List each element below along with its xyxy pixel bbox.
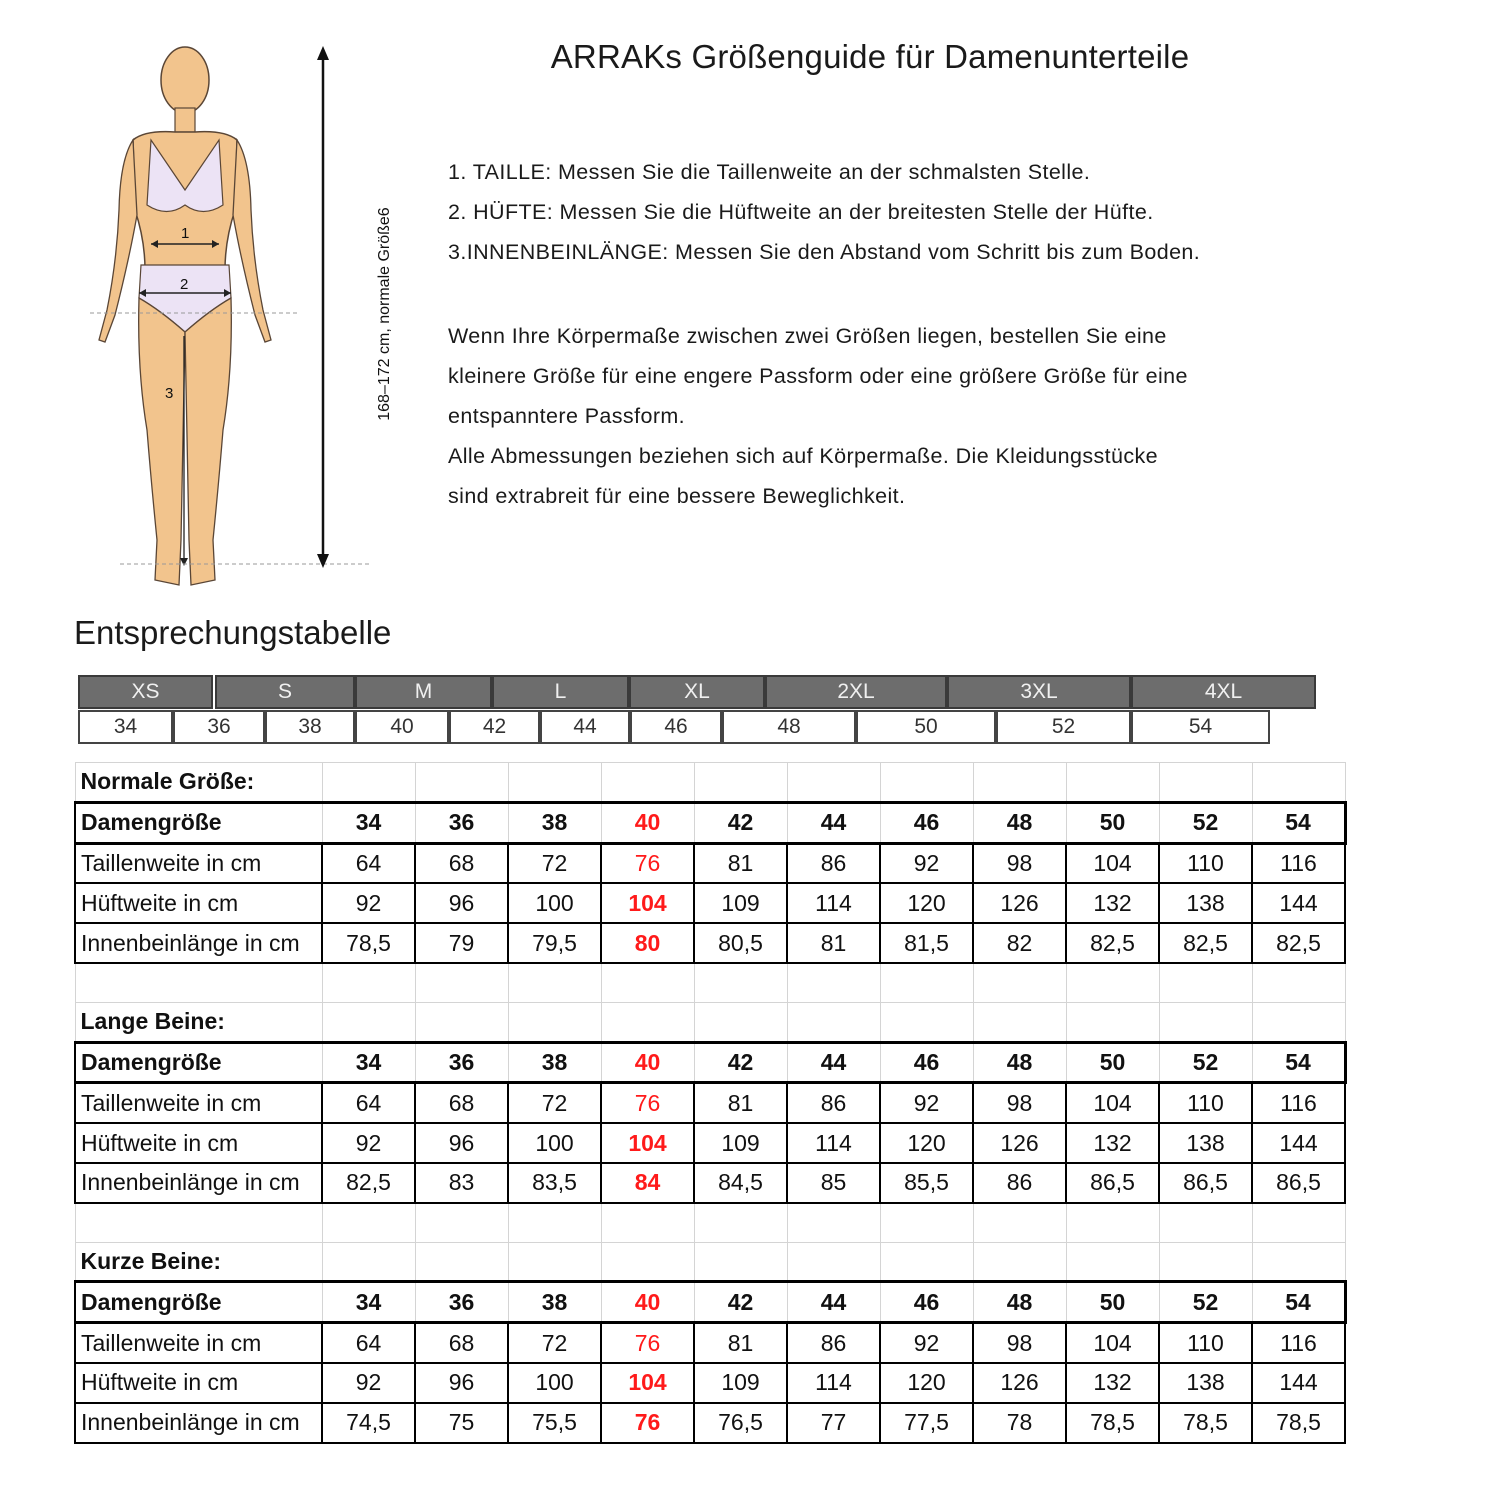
size-header-cell: 52: [1159, 1042, 1252, 1083]
value-cell: 86,5: [1066, 1163, 1159, 1203]
value-cell: 109: [694, 1363, 787, 1403]
size-header-row: [75, 1282, 1345, 1323]
empty-cell: [1252, 1242, 1345, 1282]
group-title: Normale Größe:: [75, 763, 322, 803]
value-cell: 81: [694, 843, 787, 883]
value-cell: 92: [322, 1363, 415, 1403]
empty-cell: [1066, 1002, 1159, 1042]
fit-note-line: kleinere Größe für eine engere Passform oder eine größere Größe für eine: [448, 364, 1188, 388]
empty-cell: [973, 763, 1066, 803]
empty-cell: [694, 1002, 787, 1042]
value-cell: 126: [973, 883, 1066, 923]
empty-cell: [1066, 763, 1159, 803]
empty-cell: [880, 763, 973, 803]
size-letter-cell: M: [355, 675, 492, 709]
size-letter-cell: 4XL: [1131, 675, 1316, 709]
value-cell: 74,5: [322, 1403, 415, 1443]
value-cell: 81: [694, 1083, 787, 1123]
value-cell: 100: [508, 883, 601, 923]
value-cell: 98: [973, 1323, 1066, 1363]
value-cell: 100: [508, 1363, 601, 1403]
empty-cell: [415, 1203, 508, 1242]
value-cell: 76: [601, 843, 694, 883]
value-cell: 82,5: [1066, 923, 1159, 963]
value-cell: 81: [694, 1323, 787, 1363]
empty-cell: [787, 1002, 880, 1042]
size-letter-cell: 2XL: [765, 675, 947, 709]
size-header-cell: 34: [322, 802, 415, 843]
value-cell: 72: [508, 1323, 601, 1363]
size-number-cell: 52: [996, 710, 1131, 744]
table-row: [75, 1323, 1345, 1363]
fit-note-line: entspanntere Passform.: [448, 404, 686, 428]
value-cell: 96: [415, 883, 508, 923]
size-number-cell: 48: [722, 710, 856, 744]
size-number-cell: 54: [1131, 710, 1270, 744]
value-cell: 110: [1159, 1323, 1252, 1363]
empty-cell: [1159, 963, 1252, 1002]
size-header-label: Damengröße: [75, 1042, 322, 1083]
table-row: [75, 1083, 1345, 1123]
value-cell: 76: [601, 1323, 694, 1363]
size-header-cell: 54: [1252, 802, 1345, 843]
table-row: [75, 843, 1345, 883]
value-cell: 83: [415, 1163, 508, 1203]
value-cell: 64: [322, 1323, 415, 1363]
value-cell: 100: [508, 1123, 601, 1163]
size-number-cell: 44: [540, 710, 630, 744]
value-cell: 132: [1066, 1123, 1159, 1163]
value-cell: 76: [601, 1403, 694, 1443]
group-title: Kurze Beine:: [75, 1242, 322, 1282]
size-number-cell: 34: [78, 710, 173, 744]
empty-cell: [1066, 963, 1159, 1002]
empty-cell: [508, 1002, 601, 1042]
value-cell: 104: [601, 883, 694, 923]
value-cell: 75: [415, 1403, 508, 1443]
value-cell: 110: [1159, 843, 1252, 883]
value-cell: 116: [1252, 1323, 1345, 1363]
group-title-row: [75, 1242, 1345, 1282]
value-cell: 82,5: [1252, 923, 1345, 963]
size-header-cell: 54: [1252, 1282, 1345, 1323]
empty-cell: [508, 1203, 601, 1242]
empty-cell: [75, 963, 322, 1002]
value-cell: 104: [1066, 1083, 1159, 1123]
value-cell: 114: [787, 1123, 880, 1163]
empty-cell: [1252, 963, 1345, 1002]
step-hip: 2. HÜFTE: Messen Sie die Hüftweite an der breitesten Stelle der Hüfte.: [448, 200, 1154, 224]
empty-cell: [1252, 1002, 1345, 1042]
size-measurement-table: [74, 762, 1347, 1444]
page-title: ARRAKs Größenguide für Damenunterteile: [550, 38, 1190, 75]
value-cell: 144: [1252, 1123, 1345, 1163]
size-header-cell: 40: [601, 802, 694, 843]
empty-cell: [415, 1242, 508, 1282]
table-row: [75, 883, 1345, 923]
value-cell: 78,5: [1066, 1403, 1159, 1443]
value-cell: 77,5: [880, 1403, 973, 1443]
value-cell: 76: [601, 1083, 694, 1123]
size-letter-cell: L: [492, 675, 629, 709]
value-cell: 120: [880, 883, 973, 923]
group-title-row: [75, 763, 1345, 803]
value-cell: 79: [415, 923, 508, 963]
size-number-cell: 50: [856, 710, 996, 744]
empty-cell: [787, 1242, 880, 1282]
size-header-cell: 34: [322, 1042, 415, 1083]
value-cell: 116: [1252, 1083, 1345, 1123]
value-cell: 96: [415, 1123, 508, 1163]
size-header-row: [75, 1042, 1345, 1083]
spacer-row: [75, 1203, 1345, 1242]
marker-waist: 1: [181, 225, 190, 242]
empty-cell: [787, 1203, 880, 1242]
size-header-cell: 48: [973, 802, 1066, 843]
marker-hip: 2: [180, 276, 189, 293]
value-cell: 104: [1066, 843, 1159, 883]
size-conversion-bar: [78, 675, 1318, 745]
row-label: Innenbeinlänge in cm: [75, 1163, 322, 1203]
value-cell: 72: [508, 1083, 601, 1123]
size-header-cell: 52: [1159, 802, 1252, 843]
step-inseam: 3.INNENBEINLÄNGE: Messen Sie den Abstand vom Schritt bis zum Boden.: [448, 240, 1201, 264]
size-header-cell: 36: [415, 1042, 508, 1083]
value-cell: 81: [787, 923, 880, 963]
value-cell: 132: [1066, 883, 1159, 923]
measurement-instructions: [448, 152, 1348, 516]
empty-cell: [601, 1002, 694, 1042]
value-cell: 110: [1159, 1083, 1252, 1123]
value-cell: 81,5: [880, 923, 973, 963]
empty-cell: [75, 1203, 322, 1242]
empty-cell: [322, 963, 415, 1002]
value-cell: 64: [322, 843, 415, 883]
group-title: Lange Beine:: [75, 1002, 322, 1042]
section-title: Entsprechungstabelle: [74, 614, 392, 651]
row-label: Innenbeinlänge in cm: [75, 923, 322, 963]
value-cell: 68: [415, 1083, 508, 1123]
marker-inseam: 3: [165, 385, 174, 402]
value-cell: 138: [1159, 1363, 1252, 1403]
value-cell: 98: [973, 843, 1066, 883]
value-cell: 144: [1252, 883, 1345, 923]
row-label: Taillenweite in cm: [75, 843, 322, 883]
size-letter-row: [78, 675, 1316, 709]
empty-cell: [694, 763, 787, 803]
value-cell: 92: [880, 1323, 973, 1363]
value-cell: 86: [787, 1323, 880, 1363]
height-label-rotated: [376, 164, 394, 464]
empty-cell: [508, 963, 601, 1002]
empty-cell: [1252, 763, 1345, 803]
empty-cell: [601, 1203, 694, 1242]
empty-cell: [322, 763, 415, 803]
empty-cell: [1159, 763, 1252, 803]
empty-cell: [880, 963, 973, 1002]
empty-cell: [694, 963, 787, 1002]
value-cell: 85,5: [880, 1163, 973, 1203]
value-cell: 86,5: [1252, 1163, 1345, 1203]
value-cell: 114: [787, 1363, 880, 1403]
value-cell: 109: [694, 883, 787, 923]
size-number-cell: 36: [173, 710, 265, 744]
value-cell: 72: [508, 843, 601, 883]
empty-cell: [322, 1242, 415, 1282]
empty-cell: [694, 1242, 787, 1282]
value-cell: 82,5: [1159, 923, 1252, 963]
value-cell: 84: [601, 1163, 694, 1203]
height-label-text: 168–172 cm, normale Größe6: [376, 207, 393, 421]
value-cell: 138: [1159, 1123, 1252, 1163]
empty-cell: [1159, 1002, 1252, 1042]
size-number-cell: 38: [265, 710, 355, 744]
empty-cell: [880, 1242, 973, 1282]
empty-cell: [880, 1203, 973, 1242]
value-cell: 92: [880, 1083, 973, 1123]
empty-cell: [508, 763, 601, 803]
size-header-cell: 48: [973, 1042, 1066, 1083]
empty-cell: [1066, 1242, 1159, 1282]
empty-cell: [415, 763, 508, 803]
value-cell: 68: [415, 1323, 508, 1363]
value-cell: 86,5: [1159, 1163, 1252, 1203]
empty-cell: [973, 1242, 1066, 1282]
body-measure-note-line: Alle Abmessungen beziehen sich auf Körpermaße. Die Kleidungsstücke: [448, 444, 1159, 468]
empty-cell: [1159, 1242, 1252, 1282]
size-header-cell: 50: [1066, 1282, 1159, 1323]
value-cell: 132: [1066, 1363, 1159, 1403]
value-cell: 126: [973, 1363, 1066, 1403]
size-header-cell: 44: [787, 1042, 880, 1083]
value-cell: 82: [973, 923, 1066, 963]
value-cell: 96: [415, 1363, 508, 1403]
size-number-row: [78, 710, 1270, 744]
size-header-cell: 34: [322, 1282, 415, 1323]
group-title-row: [75, 1002, 1345, 1042]
empty-cell: [1066, 1203, 1159, 1242]
value-cell: 83,5: [508, 1163, 601, 1203]
size-header-cell: 40: [601, 1042, 694, 1083]
size-header-cell: 50: [1066, 802, 1159, 843]
size-header-cell: 42: [694, 1042, 787, 1083]
size-header-cell: 40: [601, 1282, 694, 1323]
size-header-cell: 38: [508, 1282, 601, 1323]
value-cell: 120: [880, 1363, 973, 1403]
value-cell: 144: [1252, 1363, 1345, 1403]
table-row: [75, 1403, 1345, 1443]
size-header-cell: 52: [1159, 1282, 1252, 1323]
value-cell: 78,5: [1159, 1403, 1252, 1443]
value-cell: 84,5: [694, 1163, 787, 1203]
value-cell: 80,5: [694, 923, 787, 963]
empty-cell: [787, 963, 880, 1002]
step-waist: 1. TAILLE: Messen Sie die Taillenweite an der schmalsten Stelle.: [448, 160, 1091, 184]
spacer-row: [75, 963, 1345, 1002]
value-cell: 104: [1066, 1323, 1159, 1363]
empty-cell: [1159, 1203, 1252, 1242]
empty-cell: [880, 1002, 973, 1042]
size-header-cell: 46: [880, 1282, 973, 1323]
size-letter-cell: 3XL: [947, 675, 1131, 709]
value-cell: 80: [601, 923, 694, 963]
empty-cell: [508, 1242, 601, 1282]
value-cell: 75,5: [508, 1403, 601, 1443]
size-header-row: [75, 802, 1345, 843]
size-header-cell: 44: [787, 802, 880, 843]
size-header-cell: 42: [694, 802, 787, 843]
value-cell: 76,5: [694, 1403, 787, 1443]
value-cell: 92: [880, 843, 973, 883]
size-header-cell: 42: [694, 1282, 787, 1323]
value-cell: 86: [787, 1083, 880, 1123]
value-cell: 68: [415, 843, 508, 883]
value-cell: 138: [1159, 883, 1252, 923]
value-cell: 92: [322, 883, 415, 923]
empty-cell: [694, 1203, 787, 1242]
value-cell: 64: [322, 1083, 415, 1123]
size-header-cell: 54: [1252, 1042, 1345, 1083]
size-header-cell: 36: [415, 1282, 508, 1323]
table-row: [75, 1363, 1345, 1403]
value-cell: 86: [973, 1163, 1066, 1203]
empty-cell: [787, 763, 880, 803]
value-cell: 116: [1252, 843, 1345, 883]
value-cell: 104: [601, 1363, 694, 1403]
value-cell: 120: [880, 1123, 973, 1163]
size-header-cell: 48: [973, 1282, 1066, 1323]
value-cell: 92: [322, 1123, 415, 1163]
empty-cell: [601, 763, 694, 803]
empty-cell: [322, 1002, 415, 1042]
row-label: Hüftweite in cm: [75, 1363, 322, 1403]
empty-cell: [973, 963, 1066, 1002]
row-label: Innenbeinlänge in cm: [75, 1403, 322, 1443]
size-number-cell: 42: [449, 710, 540, 744]
value-cell: 77: [787, 1403, 880, 1443]
row-label: Taillenweite in cm: [75, 1323, 322, 1363]
value-cell: 104: [601, 1123, 694, 1163]
size-header-cell: 38: [508, 1042, 601, 1083]
value-cell: 86: [787, 843, 880, 883]
table-row: [75, 1123, 1345, 1163]
empty-cell: [415, 963, 508, 1002]
row-label: Hüftweite in cm: [75, 883, 322, 923]
empty-cell: [973, 1203, 1066, 1242]
size-number-cell: 46: [630, 710, 722, 744]
size-header-cell: 38: [508, 802, 601, 843]
empty-cell: [601, 963, 694, 1002]
body-measurement-figure: [85, 40, 393, 600]
value-cell: 109: [694, 1123, 787, 1163]
value-cell: 114: [787, 883, 880, 923]
size-header-label: Damengröße: [75, 802, 322, 843]
fit-note-line: Wenn Ihre Körpermaße zwischen zwei Größen liegen, bestellen Sie eine: [448, 324, 1167, 348]
empty-cell: [322, 1203, 415, 1242]
value-cell: 82,5: [322, 1163, 415, 1203]
size-header-cell: 50: [1066, 1042, 1159, 1083]
empty-cell: [415, 1002, 508, 1042]
size-header-cell: 46: [880, 1042, 973, 1083]
empty-cell: [1252, 1203, 1345, 1242]
body-measure-note-line: sind extrabreit für eine bessere Beweglichkeit.: [448, 484, 906, 508]
row-label: Hüftweite in cm: [75, 1123, 322, 1163]
size-letter-cell: S: [215, 675, 355, 709]
size-header-cell: 44: [787, 1282, 880, 1323]
empty-cell: [601, 1242, 694, 1282]
value-cell: 78,5: [322, 923, 415, 963]
value-cell: 78: [973, 1403, 1066, 1443]
value-cell: 78,5: [1252, 1403, 1345, 1443]
value-cell: 98: [973, 1083, 1066, 1123]
size-header-label: Damengröße: [75, 1282, 322, 1323]
empty-cell: [973, 1002, 1066, 1042]
size-header-cell: 46: [880, 802, 973, 843]
value-cell: 79,5: [508, 923, 601, 963]
female-body-outline-icon: [85, 40, 375, 600]
size-letter-cell: XS: [78, 675, 213, 709]
table-row: [75, 923, 1345, 963]
table-row: [75, 1163, 1345, 1203]
row-label: Taillenweite in cm: [75, 1083, 322, 1123]
value-cell: 126: [973, 1123, 1066, 1163]
size-letter-cell: XL: [629, 675, 765, 709]
value-cell: 85: [787, 1163, 880, 1203]
size-header-cell: 36: [415, 802, 508, 843]
size-number-cell: 40: [355, 710, 449, 744]
